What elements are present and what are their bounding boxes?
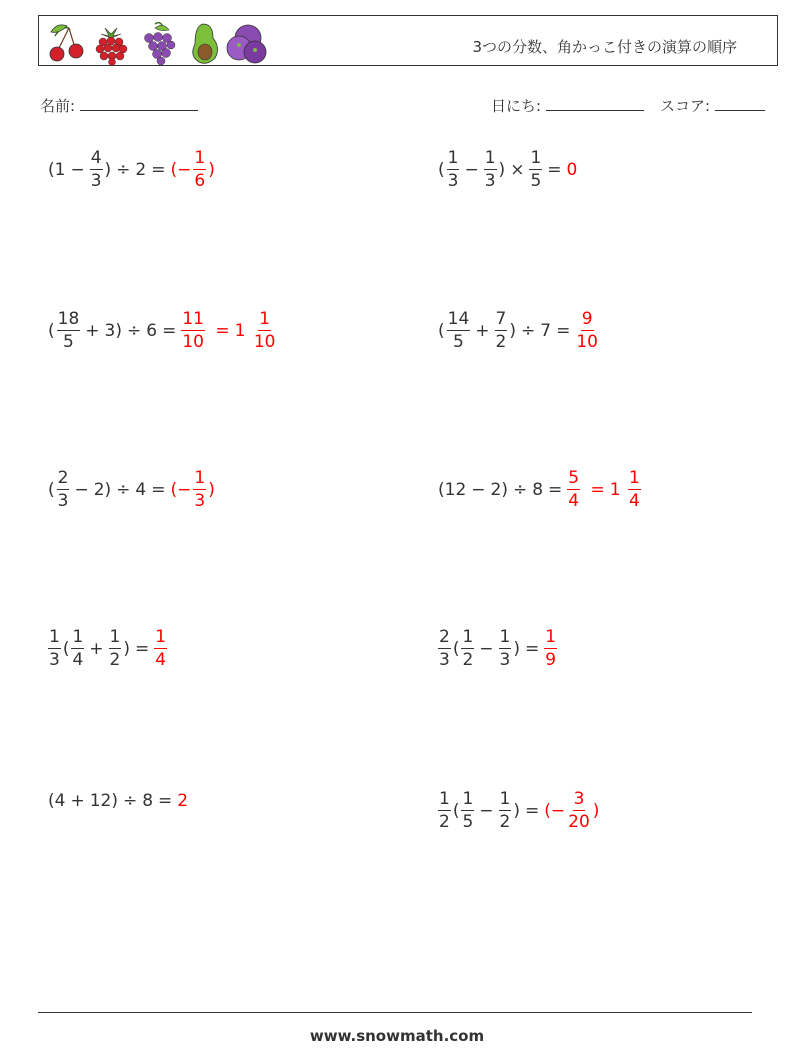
name-field[interactable] [40,94,198,116]
name-blank[interactable] [80,94,198,111]
problem-9: (4 + 12) ÷ 8 = 2 [48,791,189,811]
date-label: 日にち: [491,97,542,115]
answer-1: (− $\frac{1}{6}$ ) [170,148,215,191]
problem-1: (1 − $\frac{4}{3}$ ) ÷ 2 = (− $\frac{1}{6}$ ) [48,148,215,191]
header-box [38,15,778,66]
score-label: スコア: [660,97,711,115]
problem-4: ( $\frac{14}{5}$ + $\frac{7}{2}$ ) ÷ 7 = $\frac{9}{10}$ [438,309,598,352]
answer-7: $\frac{1}{4}$ [155,627,167,670]
problem-5: ( $\frac{2}{3}$ − 2) ÷ 4 = (− $\frac{1}{3}$ ) [48,468,215,511]
cherry-icon [50,25,83,61]
footer-url[interactable]: www.snowmath.com [309,1027,485,1045]
score-field[interactable] [660,94,765,116]
problem-3: ( $\frac{18}{5}$ + 3) ÷ 6 = $\frac{11}{10}$ = 1 $\frac{1}{10}$ [48,309,276,352]
answer-2: 0 [566,160,578,180]
grapes-icon [145,23,176,65]
answer-4: $\frac{9}{10}$ [576,309,598,352]
answer-3: $\frac{11}{10}$ = 1 $\frac{1}{10}$ [182,309,276,352]
raspberry-icon [96,28,127,66]
answer-9: 2 [177,791,189,811]
plum-icon [227,25,266,63]
problem-7: $\frac{1}{3}$ ( $\frac{1}{4}$ + $\frac{1}{2}$ ) = $\frac{1}{4}$ [49,627,167,670]
answer-8: $\frac{1}{9}$ [545,627,557,670]
problem-6: (12 − 2) ÷ 8 = $\frac{5}{4}$ = 1 $\frac{1}{4}$ [438,468,640,511]
answer-5: (− $\frac{1}{3}$ ) [170,468,215,511]
problem-10: $\frac{1}{2}$ ( $\frac{1}{5}$ − $\frac{1}{2}$ ) = (− $\frac{3}{20}$ ) [439,789,600,832]
problem-2: ( $\frac{1}{3}$ − $\frac{1}{3}$ ) × $\frac{1}{5}$ = 0 [438,148,578,191]
answer-10: (− $\frac{3}{20}$ ) [544,789,600,832]
name-label: 名前: [40,97,76,115]
worksheet-title: 3つの分数、角かっこ付きの演算の順序 [472,38,737,56]
date-blank[interactable] [546,94,644,111]
footer-divider [38,1012,752,1013]
answer-6: $\frac{5}{4}$ = 1 $\frac{1}{4}$ [568,468,640,511]
fruit-icons [43,18,283,66]
score-blank[interactable] [715,94,765,111]
problem-8: $\frac{2}{3}$ ( $\frac{1}{2}$ − $\frac{1}{3}$ ) = $\frac{1}{9}$ [439,627,557,670]
avocado-icon [193,24,218,63]
date-field[interactable] [491,94,644,116]
